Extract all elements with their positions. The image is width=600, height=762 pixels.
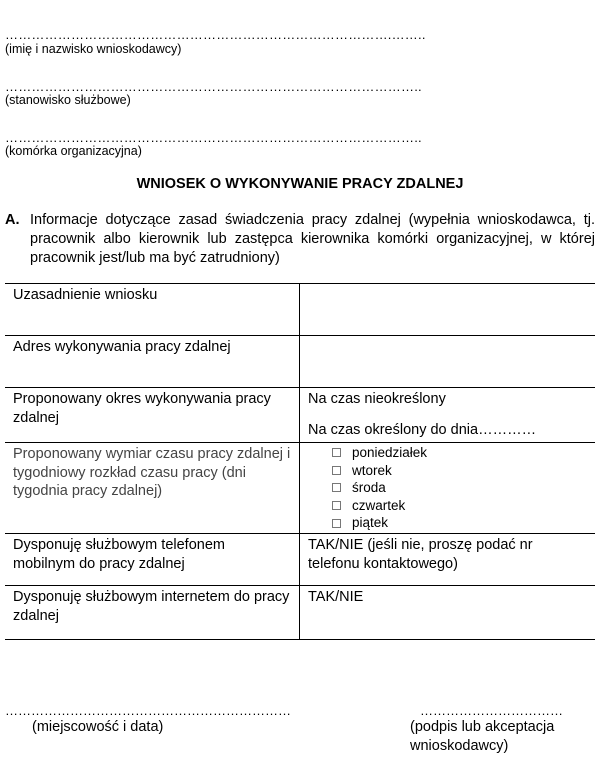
- phone-field[interactable]: TAK/NIE (jeśli nie, proszę podać nr telefonu kontaktowego): [300, 534, 596, 586]
- unit-caption: (komórka organizacyjna): [5, 144, 142, 158]
- weekday-label: wtorek: [352, 462, 392, 478]
- signature-caption-line-2: wnioskodawcy): [410, 738, 509, 754]
- checkbox-icon[interactable]: [332, 448, 341, 457]
- name-dotted-line: …………………………………………………………………………….……..: [5, 27, 426, 42]
- document-title: WNIOSEK O WYKONYWANIE PRACY ZDALNEJ: [136, 176, 464, 192]
- checkbox-icon[interactable]: [332, 519, 341, 528]
- weekday-item[interactable]: [332, 479, 587, 497]
- checkbox-icon[interactable]: [332, 466, 341, 475]
- period-option-indefinite[interactable]: Na czas nieokreślony: [308, 391, 446, 407]
- row-label-internet: Dysponuję służbowym internetem do pracy zdalnej: [5, 586, 300, 640]
- weekday-label: czwartek: [352, 497, 406, 513]
- signature-caption: [410, 718, 554, 756]
- position-caption: (stanowisko służbowe): [5, 93, 131, 107]
- schedule-cell: [300, 443, 596, 534]
- weekday-label: poniedziałek: [352, 445, 428, 460]
- row-label-phone: Dysponuję służbowym telefonem mobilnym do pracy zdalnej: [5, 534, 300, 586]
- period-cell: [300, 388, 596, 443]
- checkbox-icon[interactable]: [332, 501, 341, 510]
- checkbox-icon[interactable]: [332, 483, 341, 492]
- weekday-label: piątek: [352, 515, 389, 531]
- place-date-dotted-line: …………………………………………………………: [5, 703, 291, 718]
- weekday-item[interactable]: [332, 444, 587, 462]
- signature-dotted-line: ……………………………: [420, 703, 563, 718]
- weekday-list: [308, 444, 587, 532]
- table-row: [5, 388, 595, 443]
- position-dotted-line: …………………………………………………………………………………..: [5, 79, 422, 94]
- table-row: [5, 443, 595, 534]
- period-option-definite[interactable]: Na czas określony do dnia…………: [308, 421, 537, 438]
- justification-field[interactable]: [300, 284, 596, 336]
- internet-field[interactable]: TAK/NIE: [300, 586, 596, 640]
- address-field[interactable]: [300, 336, 596, 388]
- row-label-period: Proponowany okres wykonywania pracy zdalnej: [5, 388, 300, 443]
- row-label-justification: Uzasadnienie wniosku: [5, 284, 300, 336]
- unit-dotted-line: …………………………………………………………………………………..: [5, 130, 422, 145]
- place-date-caption: (miejscowość i data): [32, 719, 164, 735]
- row-label-schedule: Proponowany wymiar czasu pracy zdalnej i tygodniowy rozkład czasu pracy (dni tygodnia pracy zdalnej): [5, 443, 300, 534]
- weekday-item[interactable]: [332, 462, 587, 480]
- weekday-label: środa: [352, 480, 386, 496]
- table-row: [5, 284, 595, 336]
- table-row: [5, 534, 595, 586]
- section-a: [5, 211, 595, 268]
- table-row: [5, 586, 595, 640]
- table-row: [5, 336, 595, 388]
- section-a-letter: A.: [5, 212, 20, 228]
- name-caption: (imię i nazwisko wnioskodawcy): [5, 42, 182, 56]
- signature-caption-line-1: (podpis lub akceptacja: [410, 719, 555, 735]
- request-form-table: [5, 283, 595, 640]
- row-label-address: Adres wykonywania pracy zdalnej: [5, 336, 300, 388]
- weekday-item[interactable]: [332, 497, 587, 515]
- weekday-item[interactable]: [332, 514, 587, 532]
- section-a-text: Informacje dotyczące zasad świadczenia pracy zdalnej (wypełnia wnioskodawca, tj. pracownik albo kierownik lub zastępca kierownika komórki organizacyjnej, w której pracownik jest/lub ma być zatrudniony): [30, 212, 595, 266]
